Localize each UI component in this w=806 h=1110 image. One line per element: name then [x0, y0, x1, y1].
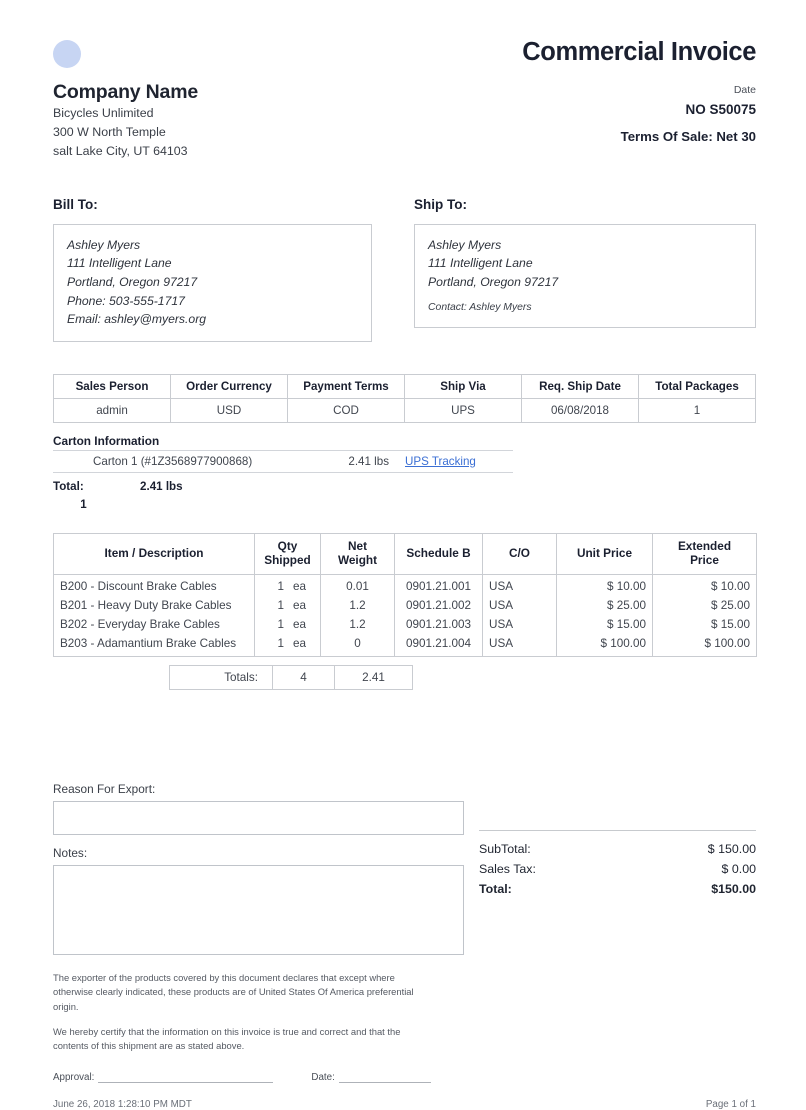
ship-to-line: Portland, Oregon 97217 — [428, 275, 559, 289]
carton-total-row — [53, 473, 273, 520]
items-totals-label: Totals: — [170, 666, 273, 690]
bill-to-box — [53, 224, 372, 342]
cell-qty-shipped — [255, 596, 321, 615]
bill-to-line: Ashley Myers — [67, 237, 141, 252]
col-header-payment-terms: Payment Terms — [288, 374, 405, 398]
cell-qty-shipped — [255, 615, 321, 634]
forms-column — [53, 782, 464, 955]
signature-row — [53, 1072, 756, 1083]
cell-ship-via: UPS — [405, 398, 522, 422]
carton-total-spacer — [187, 473, 273, 520]
cell-qty-value: 1 — [277, 618, 284, 632]
invoice-number: NO S50075 — [685, 101, 756, 117]
table-row — [54, 575, 757, 597]
carton-total-weight: 2.41 lbs — [140, 479, 183, 493]
cell-order-currency: USD — [171, 398, 288, 422]
order-details-section — [53, 374, 756, 520]
page-footer — [53, 1099, 756, 1110]
cell-total-packages: 1 — [639, 398, 756, 422]
carton-tracking-cell — [393, 450, 513, 472]
bill-to-title: Bill To: — [53, 196, 98, 212]
col-header-order-currency: Order Currency — [171, 374, 288, 398]
cell-item-description: B203 - Adamantium Brake Cables — [54, 634, 255, 657]
cell-co: USA — [483, 575, 557, 597]
carton-row — [53, 450, 513, 472]
signature-date-label: Date: — [311, 1071, 335, 1083]
company-address-line: 300 W North Temple — [53, 125, 166, 140]
ship-to-column — [414, 197, 756, 342]
ship-to-box — [414, 224, 756, 328]
cell-co: USA — [483, 634, 557, 657]
col-header-extended-price — [653, 534, 757, 575]
invoice-meta — [336, 38, 756, 145]
carton-weight: 2.41 lbs — [273, 450, 393, 472]
carton-total-count: 1 — [80, 498, 87, 512]
approval-label: Approval: — [53, 1071, 95, 1083]
legal-disclaimer — [53, 971, 435, 1053]
cell-req-ship-date: 06/08/2018 — [522, 398, 639, 422]
table-row — [54, 634, 757, 657]
col-header-qty-line1: Qty — [277, 539, 298, 554]
sales-tax-value: $ 0.00 — [721, 862, 756, 877]
cell-unit-price: $ 10.00 — [557, 575, 653, 597]
footer-timestamp: June 26, 2018 1:28:10 PM MDT — [53, 1098, 192, 1110]
table-header-row — [54, 374, 756, 398]
col-header-item-description: Item / Description — [54, 534, 255, 575]
grand-total-label: Total: — [479, 882, 512, 897]
col-header-ship-via: Ship Via — [405, 374, 522, 398]
cell-qty-value: 1 — [277, 637, 284, 651]
col-header-total-packages: Total Packages — [639, 374, 756, 398]
notes-label: Notes: — [53, 846, 88, 861]
table-row — [54, 615, 757, 634]
cell-unit-price: $ 15.00 — [557, 615, 653, 634]
subtotal-row — [479, 839, 756, 859]
order-details-table — [53, 374, 756, 423]
items-totals-net-weight: 2.41 — [335, 666, 413, 690]
cell-schedule-b: 0901.21.003 — [395, 615, 483, 634]
cell-co: USA — [483, 615, 557, 634]
line-items-section — [53, 533, 756, 690]
invoice-content — [53, 0, 756, 1110]
cell-net-weight: 0.01 — [321, 575, 395, 597]
reason-for-export-label: Reason For Export: — [53, 782, 156, 797]
approval-signature-field[interactable] — [98, 1072, 273, 1083]
col-header-sales-person: Sales Person — [54, 374, 171, 398]
cell-extended-price: $ 100.00 — [653, 634, 757, 657]
company-name: Company Name — [53, 81, 198, 103]
cell-qty-unit: ea — [293, 618, 307, 632]
col-header-qty-shipped — [255, 534, 321, 575]
grand-total-value: $150.00 — [711, 882, 756, 897]
cell-schedule-b: 0901.21.004 — [395, 634, 483, 657]
carton-total-cell — [53, 473, 103, 520]
cell-qty-unit: ea — [293, 580, 307, 594]
col-header-qty-line2: Shipped — [264, 553, 311, 568]
lower-section — [53, 782, 756, 955]
signature-date-field[interactable] — [339, 1072, 431, 1083]
subtotal-label: SubTotal: — [479, 842, 531, 857]
col-header-net-weight — [321, 534, 395, 575]
cell-net-weight: 0 — [321, 634, 395, 657]
ups-tracking-link[interactable]: UPS Tracking — [405, 454, 476, 468]
items-totals-table — [169, 665, 413, 690]
col-header-co: C/O — [483, 534, 557, 575]
col-header-net-line1: Net — [347, 539, 367, 554]
legal-paragraph-certify: We hereby certify that the information on this invoice is true and correct and that the contents of this shipment are as stated above. — [53, 1025, 401, 1052]
cell-schedule-b: 0901.21.001 — [395, 575, 483, 597]
cell-sales-person: admin — [54, 398, 171, 422]
ship-to-title: Ship To: — [414, 196, 468, 212]
address-section — [53, 197, 756, 342]
col-header-ext-line1: Extended — [677, 539, 732, 554]
col-header-net-line2: Weight — [337, 553, 378, 568]
items-totals-row — [170, 666, 413, 690]
items-totals-qty: 4 — [273, 666, 335, 690]
cell-net-weight: 1.2 — [321, 596, 395, 615]
cell-qty-shipped — [255, 634, 321, 657]
cell-net-weight: 1.2 — [321, 615, 395, 634]
subtotal-value: $ 150.00 — [707, 842, 756, 857]
cell-extended-price: $ 10.00 — [653, 575, 757, 597]
cell-unit-price: $ 25.00 — [557, 596, 653, 615]
ship-to-line: 111 Intelligent Lane — [428, 256, 533, 271]
company-address-line: Bicycles Unlimited — [53, 106, 154, 121]
col-header-schedule-b: Schedule B — [395, 534, 483, 575]
cell-unit-price: $ 100.00 — [557, 634, 653, 657]
company-address-line: salt Lake City, UT 64103 — [53, 144, 188, 159]
cell-qty-shipped — [255, 575, 321, 597]
carton-name: Carton 1 (#1Z3568977900868) — [53, 450, 273, 472]
col-header-ext-line2: Price — [690, 553, 719, 568]
page-title: Commercial Invoice — [522, 38, 756, 66]
bill-to-line: 111 Intelligent Lane — [67, 256, 172, 271]
ship-to-line: Ashley Myers — [428, 237, 502, 252]
bill-to-column — [53, 197, 372, 342]
carton-table — [53, 450, 513, 520]
reason-for-export-input[interactable] — [53, 801, 464, 835]
cell-co: USA — [483, 596, 557, 615]
totals-divider — [479, 830, 756, 831]
terms-of-sale: Terms Of Sale: Net 30 — [620, 129, 756, 145]
col-header-unit-price: Unit Price — [557, 534, 653, 575]
totals-column — [479, 782, 756, 955]
date-label: Date — [733, 84, 756, 97]
carton-total-label: Total: — [53, 479, 84, 493]
table-row — [54, 596, 757, 615]
circle-logo-icon — [53, 40, 81, 68]
footer-page-indicator: Page 1 of 1 — [705, 1098, 756, 1110]
cell-qty-unit: ea — [293, 637, 307, 651]
legal-paragraph-origin: The exporter of the products covered by this document declares that except where otherwise clearly indicated, these products are of United States Of America preferential origin. — [53, 972, 414, 1012]
cell-qty-value: 1 — [277, 580, 284, 594]
carton-information-title: Carton Information — [53, 433, 160, 448]
grand-total-row — [479, 879, 756, 899]
notes-input[interactable] — [53, 865, 464, 955]
cell-extended-price: $ 15.00 — [653, 615, 757, 634]
ship-to-contact: Contact: Ashley Myers — [428, 301, 532, 313]
cell-item-description: B202 - Everyday Brake Cables — [54, 615, 255, 634]
table-row — [54, 398, 756, 422]
line-items-body — [54, 575, 757, 657]
bill-to-line: Email: ashley@myers.org — [67, 312, 207, 327]
items-totals-wrap — [169, 665, 756, 690]
invoice-header — [53, 0, 756, 161]
bill-to-line: Portland, Oregon 97217 — [67, 275, 198, 289]
cell-item-description: B201 - Heavy Duty Brake Cables — [54, 596, 255, 615]
cell-schedule-b: 0901.21.002 — [395, 596, 483, 615]
line-items-table — [53, 533, 757, 657]
sales-tax-row — [479, 859, 756, 879]
cell-item-description: B200 - Discount Brake Cables — [54, 575, 255, 597]
cell-qty-value: 1 — [277, 599, 284, 613]
sales-tax-label: Sales Tax: — [479, 862, 536, 877]
bill-to-line: Phone: 503-555-1717 — [67, 293, 185, 308]
cell-extended-price: $ 25.00 — [653, 596, 757, 615]
items-header-row — [54, 534, 757, 575]
cell-payment-terms: COD — [288, 398, 405, 422]
cell-qty-unit: ea — [293, 599, 307, 613]
col-header-req-ship-date: Req. Ship Date — [522, 374, 639, 398]
